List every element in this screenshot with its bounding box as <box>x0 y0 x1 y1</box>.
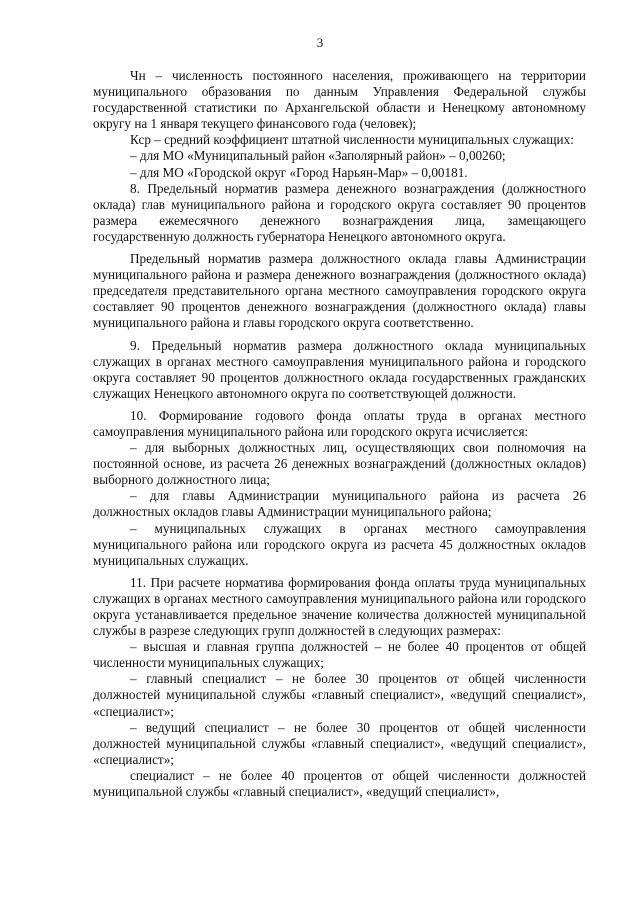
paragraph-chn-definition: Чн – численность постоянного населения, проживающего на территории муниципального образования по данным Управления Федеральной службы государственной статистики по Архангельской области и Ненецкому автономному округу на 1 января текущего финансового года (человек); <box>93 68 586 132</box>
list-item-naryan-mar-coefficient: – для МО «Городской округ «Город Нарьян-Мар» – 0,00181. <box>130 164 468 180</box>
page-number: 3 <box>316 35 324 50</box>
list-item-zapolyarny-coefficient: – для МО «Муниципальный район «Заполярный район» – 0,00260; <box>130 148 506 164</box>
paragraph-clause-11: 11. При расчете норматива формирования фонда оплаты труда муниципальных служащих в органах местного самоуправления муниципального района или городского округа устанавливается предельное значение количества должностей муниципальной службы в разрезе следующих групп должностей в следующих размерах: <box>93 574 586 639</box>
list-item-senior-group: – высшая и главная группа должностей – не более 40 процентов от общей численности муниципальных служащих; <box>93 639 586 671</box>
list-item-elected-officials: – для выборных должностных лиц, осуществляющих свои полномочия на постоянной основе, из расчета 26 денежных вознаграждений (должностных окладов) выборного должностного лица; <box>93 440 586 488</box>
paragraph-clause-10: 10. Формирование годового фонда оплаты труда в органах местного самоуправления муниципального района или городского округа исчисляется: <box>93 407 586 439</box>
list-item-specialist: специалист – не более 40 процентов от общей численности должностей муниципальной службы «главный специалист», «ведущий специалист», <box>93 767 586 800</box>
paragraph-clause-9: 9. Предельный норматив размера должностного оклада муниципальных служащих в органах местного самоуправления муниципального района и городского округа составляет 90 процентов должностного оклада государственных гражданских служащих Ненецкого автономного округа по соответствующей должности. <box>93 337 586 401</box>
paragraph-ksr-definition: Кср – средний коэффициент штатной численности муниципальных служащих: <box>130 132 574 148</box>
paragraph-clause-8-continued: Предельный норматив размера должностного оклада главы Администрации муниципального района и размера денежного вознаграждения (должностного оклада) председателя представительного органа местного самоуправления городского округа составляет 90 процентов денежного вознаграждения (должностного оклада) главы муниципального района и главы городского округа соответственно. <box>93 251 586 331</box>
list-item-administration-head: – для главы Администрации муниципального района из расчета 26 должностных окладов главы Администрации муниципального района; <box>93 488 586 520</box>
list-item-municipal-employees: – муниципальных служащих в органах местного самоуправления муниципального района или городского округа из расчета 45 должностных окладов муниципальных служащих. <box>93 520 586 568</box>
list-item-leading-specialist: – ведущий специалист – не более 30 процентов от общей численности должностей муниципальной службы «главный специалист», «ведущий специалист», «специалист»; <box>93 719 586 767</box>
list-item-chief-specialist: – главный специалист – не более 30 процентов от общей численности должностей муниципальной службы «главный специалист», «ведущий специалист», «специалист»; <box>93 671 586 719</box>
paragraph-clause-8: 8. Предельный норматив размера денежного вознаграждения (должностного оклада) глав муниципального района и городского округа составляет 90 процентов размера ежемесячного денежного вознаграждения лица, замещающего государственную должность губернатора Ненецкого автономного округа. <box>93 180 586 244</box>
document-body <box>93 68 586 800</box>
